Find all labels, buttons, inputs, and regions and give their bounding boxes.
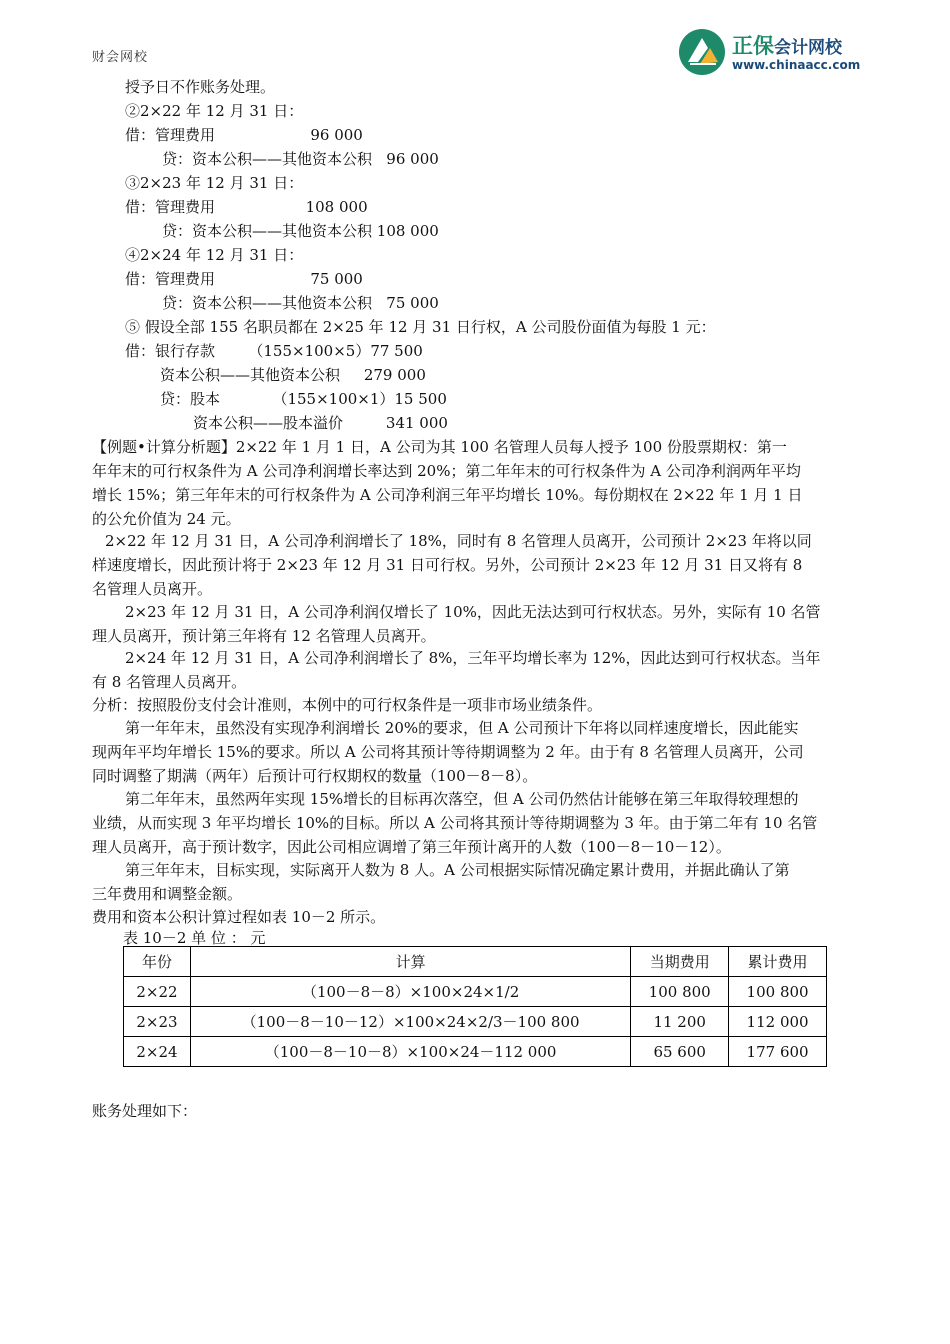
text-line: 同时调整了期满（两年）后预计可行权期权的数量（100－8－8）。 [92, 767, 538, 785]
brand-name-part1: 正保 [732, 34, 774, 58]
expense-table [123, 946, 827, 1067]
table-cell: （100－8－8）×100×24×1/2 [190, 977, 630, 1007]
text-line: 授予日不作账务处理。 [125, 78, 276, 96]
text-line: 现两年平均年增长 15%的要求。所以 A 公司将其预计等待期调整为 2 年。由于有 8 名管理人员离开，公司 [92, 743, 804, 761]
text-line: 资本公积——股本溢价 341 000 [193, 414, 448, 432]
table-cell: 65 600 [631, 1037, 729, 1067]
text-line: 贷：股本 （155×100×1）15 500 [160, 390, 447, 408]
text-line: 的公允价值为 24 元。 [92, 510, 241, 528]
table-header-row [124, 947, 827, 977]
text-line: 2×23 年 12 月 31 日，A 公司净利润仅增长了 10%，因此无法达到可行权状态。另外，实际有 10 名管 [125, 603, 821, 621]
text-line: 借：管理费用 108 000 [125, 198, 368, 216]
chinaacc-logo [678, 26, 878, 78]
table-cell: 112 000 [729, 1007, 827, 1037]
text-line: 费用和资本公积计算过程如表 10－2 所示。 [92, 908, 386, 926]
text-line: 三年费用和调整金额。 [92, 885, 243, 903]
table-cell: 100 800 [729, 977, 827, 1007]
text-line: 借：银行存款 （155×100×5）77 500 [125, 342, 423, 360]
text-line: ②2×22 年 12 月 31 日： [125, 102, 304, 120]
text-line: 年年末的可行权条件为 A 公司净利润增长率达到 20%；第二年年末的可行权条件为 A 公司净利润两年平均 [92, 462, 801, 480]
text-line: 分析：按照股份支付会计准则，本例中的可行权条件是一项非市场业绩条件。 [92, 696, 603, 714]
table-header-cell: 当期费用 [631, 947, 729, 977]
table-cell: 2×23 [124, 1007, 191, 1037]
text-line: 贷：资本公积——其他资本公积 108 000 [162, 222, 439, 240]
text-line: 第三年年末，目标实现，实际离开人数为 8 人。A 公司根据实际情况确定累计费用，并据此确认了第 [125, 861, 790, 879]
table-header-cell: 累计费用 [729, 947, 827, 977]
text-line: 增长 15%；第三年年末的可行权条件为 A 公司净利润三年平均增长 10%。每份期权在 2×22 年 1 月 1 日 [92, 486, 803, 504]
text-line: 理人员离开，高于预计数字，因此公司相应调增了第三年预计离开的人数（100－8－10－12）。 [92, 838, 731, 856]
table-header-cell: 计算 [190, 947, 630, 977]
text-line: 样速度增长，因此预计将于 2×23 年 12 月 31 日可行权。另外，公司预计 2×23 年 12 月 31 日又将有 8 [92, 556, 803, 574]
text-line: 贷：资本公积——其他资本公积 96 000 [162, 150, 439, 168]
text-line: 借：管理费用 96 000 [125, 126, 363, 144]
table-header-cell: 年份 [124, 947, 191, 977]
text-line: 2×24 年 12 月 31 日，A 公司净利润增长了 8%，三年平均增长率为 12%，因此达到可行权状态。当年 [125, 649, 821, 667]
text-line: ③2×23 年 12 月 31 日： [125, 174, 304, 192]
table-cell: （100－8－10－12）×100×24×2/3－100 800 [190, 1007, 630, 1037]
table-row [124, 1007, 827, 1037]
table-row [124, 977, 827, 1007]
table-row [124, 1037, 827, 1067]
text-line: 借：管理费用 75 000 [125, 270, 363, 288]
text-line: 有 8 名管理人员离开。 [92, 673, 247, 691]
table-cell: 177 600 [729, 1037, 827, 1067]
brand-name-part2: 会计网校 [774, 38, 842, 58]
text-line: 业绩，从而实现 3 年平均增长 10%的目标。所以 A 公司将其预计等待期调整为 3 年。由于第二年有 10 名管 [92, 814, 818, 832]
header-top-left-text: 财会网校 [92, 50, 149, 65]
text-line: 账务处理如下： [92, 1102, 198, 1120]
table-cell: 2×22 [124, 977, 191, 1007]
text-line: 【例题•计算分析题】2×22 年 1 月 1 日，A 公司为其 100 名管理人员每人授予 100 份股票期权：第一 [92, 438, 787, 456]
text-line: 资本公积——其他资本公积 279 000 [160, 366, 426, 384]
text-line: 第二年年末，虽然两年实现 15%增长的目标再次落空，但 A 公司仍然估计能够在第三年取得较理想的 [125, 790, 799, 808]
text-line: ④2×24 年 12 月 31 日： [125, 246, 304, 264]
brand-url: www.chinaacc.com [732, 58, 861, 72]
text-line: 2×22 年 12 月 31 日，A 公司净利润增长了 18%，同时有 8 名管理人员离开，公司预计 2×23 年将以同 [105, 532, 812, 550]
logo-mark-icon [678, 28, 726, 76]
text-line: 理人员离开，预计第三年将有 12 名管理人员离开。 [92, 627, 436, 645]
table-cell: （100－8－10－8）×100×24－112 000 [190, 1037, 630, 1067]
text-line: 贷：资本公积——其他资本公积 75 000 [162, 294, 439, 312]
text-line: 名管理人员离开。 [92, 580, 213, 598]
brand-name [732, 30, 842, 60]
table-cell: 2×24 [124, 1037, 191, 1067]
table-cell: 100 800 [631, 977, 729, 1007]
table-cell: 11 200 [631, 1007, 729, 1037]
text-line: 第一年年末，虽然没有实现净利润增长 20%的要求，但 A 公司预计下年将以同样速度增长，因此能实 [125, 719, 799, 737]
text-line: ⑤ 假设全部 155 名职员都在 2×25 年 12 月 31 日行权，A 公司股份面值为每股 1 元： [125, 318, 716, 336]
table-caption: 表 10－2 单 位 ： 元 [123, 929, 266, 947]
